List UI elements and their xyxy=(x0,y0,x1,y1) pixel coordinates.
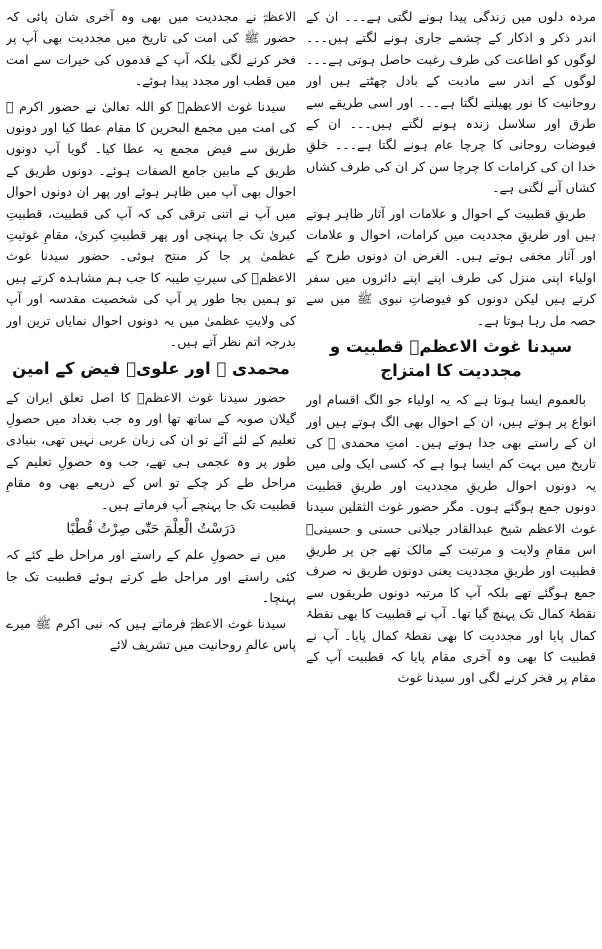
paragraph: بالعموم ایسا ہوتا ہے کہ یہ اولیاء جو الگ اقسام اور انواع پر ہوتے ہیں، ان کے احوال بھی الگ ہوتے ہیں اور ان کے راستے بھی جدا ہوتے ہیں۔ امتِ محمدی ﷺ کی تاریخ میں بہت کم ایسا ہوا ہے کہ کسی ایک ولی میں یہ دونوں احوال طریقِ مجددیت اور طریقِ قطبیت دونوں جمع ہوگئے ہوں۔ مگر حضور غوث الثقلین سیدنا غوث الاعظم شیخ عبدالقادر جیلانی حسنی و حسینیؓ اس مقامِ ولایت و مرتبت کے مالک تھے جن پر طریقِ قطبیت اور طریقِ مجددیت یعنی دونوں طریق نہ صرف جمع ہوگئے تھے بلکہ آپ کا مرتبہ دونوں طریقوں سے نقطۂ کمال تک پہنچ گیا تھا۔ آپ نے قطبیت کا بھی نقطۂ کمال پایا اور مجددیت کا بھی نقطۂ کمال پایا۔ آپ نے قطبیت کا بھی وہ آخری مقام پایا کہ قطبیت آپ کے مقام پر فخر کرنے لگی اور سیدنا غوث xyxy=(306,392,596,686)
right-column xyxy=(306,6,596,949)
paragraph: مردہ دلوں میں زندگی پیدا ہونے لگتی ہے۔۔۔ ان کے اندر ذکر و اذکار کے چشمے جاری ہونے لگتے ہیں۔۔۔ لوگوں کو اطاعت کی طرف رغبت حاصل ہوتی ہے۔۔۔ لوگوں کے اندر سے مادیت کے بادل چھٹتے ہیں اور روحانیت کا نور پھیلنے لگتا ہے۔۔۔ اور اسی طریقے سے طرق اور سلاسل زندہ ہونے لگتے ہیں۔۔۔ ان کے فیوضات روحانی کا چرچا عام ہونے لگتا ہے۔۔۔ خلقِ خدا ان کی کرامات کا چرچا سن کر ان کی طرف کشاں کشاں آنے لگتی ہے۔ xyxy=(306,9,596,196)
paragraph: حضور سیدنا غوث الاعظمؓ کا اصل تعلق ایران کے گیلان صوبہ کے ساتھ تھا اور وہ جب بغداد میں حصولِ تعلیم کے لئے آئے تو ان کی زبان عربی نہیں تھی، بنیادی طور پر وہ عجمی ہی تھے، جب وہ حصولِ تعلیم کے مراحل طے کر چکے تو اس کے ذریعے بھی وہ مقامِ قطبیت تک جا پہنچے آپ فرماتے ہیں۔ xyxy=(6,389,296,512)
left-column xyxy=(6,6,296,949)
section-heading: محمدی ﷺ اور علویؓ فیض کے امین xyxy=(12,358,290,378)
paragraph: میں نے حصولِ علم کے راستے اور مراحل طے کئے کہ کئی راستے اور مراحل طے کرتے ہوئے قطبیت تک جا پہنچا۔ xyxy=(6,547,296,606)
paragraph: طریقِ قطبیت کے احوال و علامات اور آثار ظاہر ہوتے ہیں اور طریقِ مجددیت میں کرامات، احوال و علامات اور آثار مخفی ہوتے ہیں۔ الغرض ان دونوں طرح کے اولیاء اپنی منزل کی طرف اپنے اپنے دائروں میں سفر کرتے ہیں لیکن دونوں کو فیوضاتِ نبوی ﷺ میں سے حصہ مل رہا ہوتا ہے۔ xyxy=(306,205,596,328)
paragraph: سیدنا غوث الاعظمؓ فرماتے ہیں کہ نبی اکرم ﷺ میرے پاس عالمِ روحانیت میں تشریف لائے xyxy=(6,615,296,652)
section-heading: سیدنا غوث الاعظمؓ قطبیت و مجددیت کا امتزاج xyxy=(329,337,573,381)
paragraph: سیدنا غوث الاعظمؓ کو اللہ تعالیٰ نے حضور اکرم ﷺ کی امت میں مجمع البحرین کا مقام عطا کیا اور دونوں طریق سے فیض مجمع یہ عطا کیا۔ گویا آپ دونوں طریق کے مابین جامع الصفات ہوئے۔ دونوں طریق کے احوال بھی آپ میں ظاہر ہوئے اور پھر ان دونوں احوال میں آپ نے اتنی ترقی کی کہ آپ کی قطبیت، قطبیتِ کبریٰ تک جا پہنچی اور پھر قطبیتِ کبریٰ، مقامِ غوثیتِ عظمیٰ پر جا کر منتج ہوئی۔ حضور سیدنا غوث الاعظمؓ کی سیرتِ طیبہ کا جب ہم مشاہدہ کرتے ہیں تو ہمیں بجا طور پر آپ کی شخصیت مقدسہ اور آپ کی ولایتِ عظمیٰ میں یہ دونوں احوال نمایاں ترین اور بدرجہ اتم نظر آتے ہیں۔ xyxy=(6,98,296,350)
paragraph: الاعظمؓ نے مجددیت میں بھی وہ آخری شان پائی کہ حضور ﷺ کی امت کی تاریخ میں مجددیت بھی آپ پر فخر کرنے لگی بلکہ آپ کے قدموں کی خیرات سے امت میں قطب اور مجدد پیدا ہوئے۔ xyxy=(6,9,296,89)
arabic-quote: دَرَسْتُ الْعِلْمَ حَتّٰی صِرْتُ قُطْبًا xyxy=(66,520,236,537)
